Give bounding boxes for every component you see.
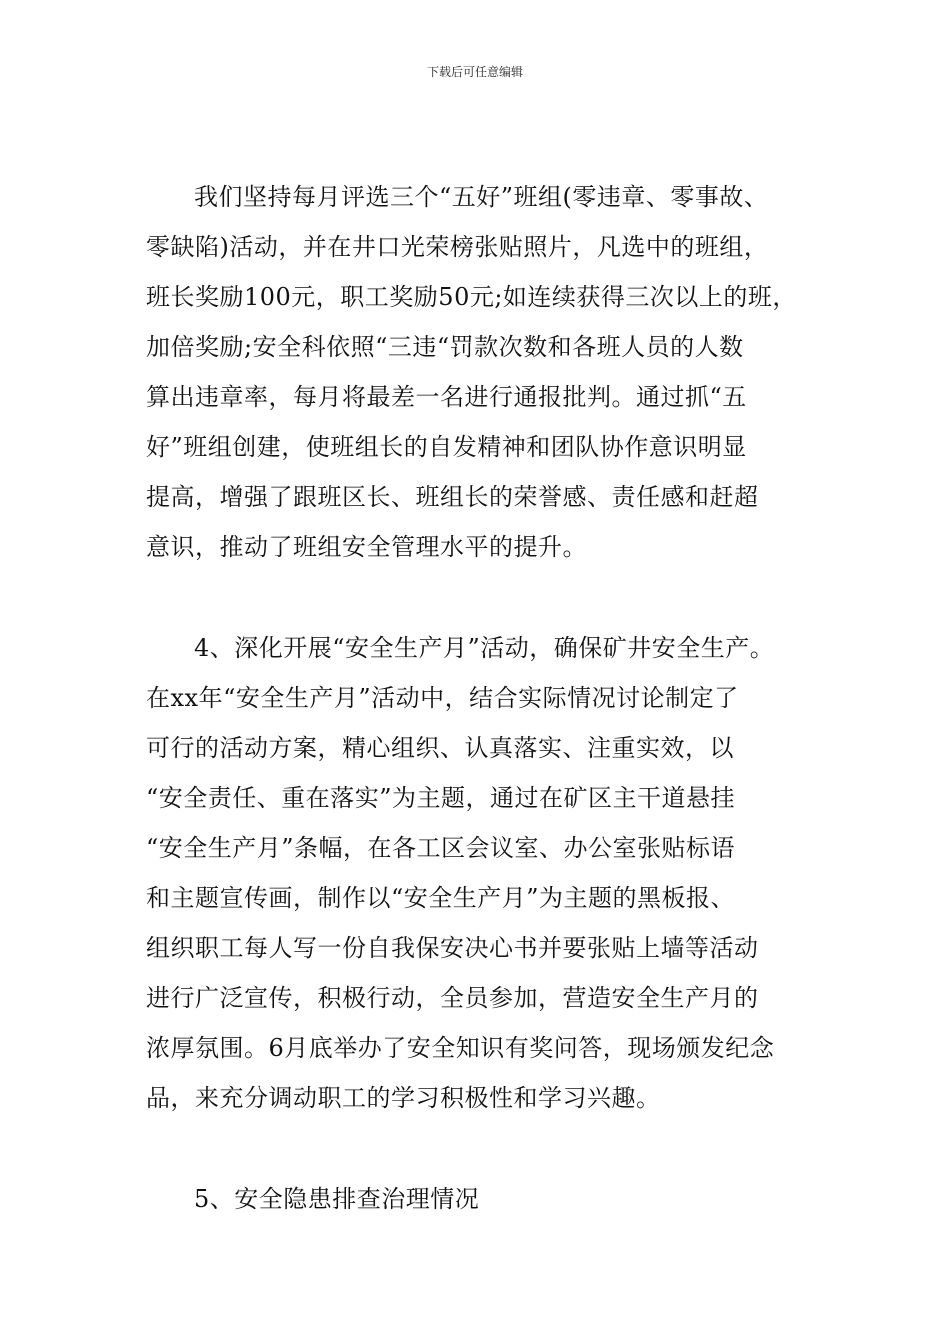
text-line: 好”班组创建，使班组长的自发精神和团队协作意识明显 <box>146 433 747 461</box>
text-line: 提高，增强了跟班区长、班组长的荣誉感、责任感和赶超 <box>146 483 759 511</box>
text-line: 品，来充分调动职工的学习积极性和学习兴趣。 <box>146 1084 661 1112</box>
text-line: 意识，推动了班组安全管理水平的提升。 <box>146 533 587 561</box>
paragraph-hazard-heading <box>146 1174 826 1224</box>
text-line: 班长奖励100元，职工奖励50元;如连续获得三次以上的班， <box>146 283 797 311</box>
header-note: 下载后可任意编辑 <box>426 65 523 79</box>
text-line: 进行广泛宣传，积极行动，全员参加，营造安全生产月的 <box>146 984 759 1012</box>
text-line: 我们坚持每月评选三个“五好”班组(零违章、零事故、 <box>194 183 769 211</box>
paragraph-gap <box>146 572 826 623</box>
paragraph-five-good-teams <box>146 172 826 572</box>
section-heading: 5、安全隐患排查治理情况 <box>194 1185 480 1213</box>
text-line: “安全生产月”条幅，在各工区会议室、办公室张贴标语 <box>146 834 736 862</box>
document-body <box>146 172 826 1224</box>
text-line: 加倍奖励;安全科依照“三违“罚款次数和各班人员的人数 <box>146 333 744 361</box>
paragraph-safety-month <box>146 623 826 1123</box>
paragraph-gap <box>146 1123 826 1174</box>
text-line: 组织职工每人写一份自我保安决心书并要张贴上墙等活动 <box>146 934 759 962</box>
text-line: 零缺陷)活动，并在井口光荣榜张贴照片，凡选中的班组， <box>146 233 769 261</box>
text-line: 在xx年“安全生产月”活动中，结合实际情况讨论制定了 <box>146 684 739 712</box>
text-line: 算出违章率，每月将最差一名进行通报批判。通过抓“五 <box>146 383 747 411</box>
text-line: 浓厚氛围。6月底举办了安全知识有奖问答，现场颁发纪念 <box>146 1034 775 1062</box>
text-line: 可行的活动方案，精心组织、认真落实、注重实效，以 <box>146 734 734 762</box>
text-line: 4、深化开展“安全生产月”活动，确保矿井安全生产。 <box>194 634 775 662</box>
text-line: “安全责任、重在落实”为主题，通过在矿区主干道悬挂 <box>146 784 736 812</box>
text-line: 和主题宣传画，制作以“安全生产月”为主题的黑板报、 <box>146 884 736 912</box>
